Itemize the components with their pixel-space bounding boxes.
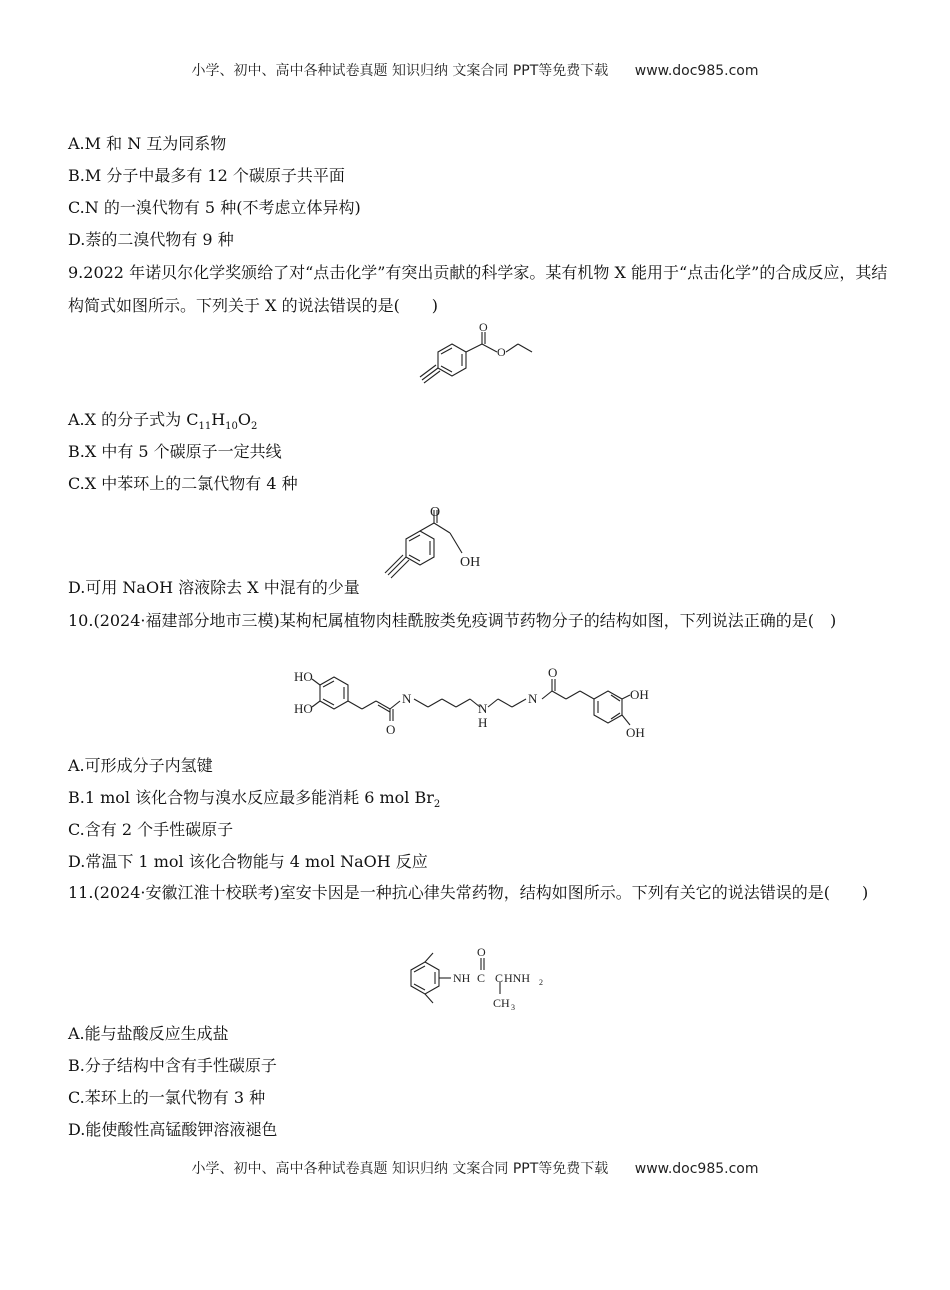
q9-molecule-acid [368,503,498,595]
q11-mol-ch: CH [493,996,510,1010]
q9-a-h: H [211,410,226,429]
q9-option-c: C.X 中苯环上的二氯代物有 4 种 [68,474,298,493]
q10-mol-h2: H [478,715,488,730]
q8-option-b: B.M 分子中最多有 12 个碳原子共平面 [68,166,345,185]
q9-a-sub3: 2 [251,421,258,433]
q11-mol-c1: C [477,971,486,985]
q10-mol-ho-bottom: HO [294,701,313,716]
q10-option-d: D.常温下 1 mol 该化合物能与 4 mol NaOH 反应 [68,852,428,871]
page-header [0,60,950,80]
q10-mol-oh-bottom: OH [626,725,645,740]
q8-option-d: D.萘的二溴代物有 9 种 [68,230,234,249]
q9-a-prefix: A.X 的分子式为 C [68,410,199,429]
q10-mol-ho-top: HO [294,669,313,684]
q10-option-c: C.含有 2 个手性碳原子 [68,820,234,839]
q11-stem: 11.(2024·安徽江淮十校联考)室安卡因是一种抗心律失常药物，结构如图所示。下列有关它的说法错误的是( ) [68,883,869,902]
footer-text: 小学、初中、高中各种试卷真题 知识归纳 文案合同 PPT等免费下载 [191,1161,609,1177]
q10-mol-n2: N [478,701,488,716]
q9-option-b: B.X 中有 5 个碳原子一定共线 [68,442,282,461]
q10-mol-oh-top: OH [630,687,649,702]
q8-option-c: C.N 的一溴代物有 5 种(不考虑立体异构) [68,198,361,217]
q11-mol-c2: C [495,971,504,985]
q10-mol-o1: O [386,722,396,737]
q11-mol-sub2: 2 [539,978,543,987]
q9-a-o: O [237,410,251,429]
q10-mol-n3: N [528,691,538,706]
q9-stem: 9.2022 年诺贝尔化学奖颁给了对“点击化学”有突出贡献的科学家。某有机物 X 能用于“点击化学”的合成反应，其结构简式如图所示。下列关于 X 的说法错误的是( ) [68,263,888,315]
q9-a-sub1: 11 [198,421,212,433]
q9-molecule-x [400,320,560,400]
page-footer [0,1158,950,1178]
q11-mol-hnh: HNH [504,971,530,985]
q10-mol-n1: N [402,691,412,706]
q9-mol-acid-oh: OH [460,555,481,570]
q11-option-b: B.分子结构中含有手性碳原子 [68,1056,277,1075]
q9-option-a [68,410,257,437]
q11-option-d: D.能使酸性高锰酸钾溶液褪色 [68,1120,278,1139]
q10-molecule [290,665,660,745]
footer-site[interactable]: www.doc985.com [634,1161,759,1177]
q11-option-a: A.能与盐酸反应生成盐 [68,1024,229,1043]
q9-mol-acid-o: O [430,505,441,520]
header-text: 小学、初中、高中各种试卷真题 知识归纳 文案合同 PPT等免费下载 [191,63,609,79]
q11-mol-nh: NH [453,971,471,985]
q9-mol-x-ester-o: O [497,345,506,359]
q9-mol-x-carbonyl-o: O [479,320,488,334]
q10-stem: 10.(2024·福建部分地市三模)某枸杞属植物肉桂酰胺类免疫调节药物分子的结构如图，下列说法正确的是( ) [68,611,837,630]
q11-mol-o: O [477,945,486,959]
q10-mol-o2: O [548,665,558,680]
q10-b-sub: 2 [433,799,441,811]
q10-b-prefix: B.1 mol 该化合物与溴水反应最多能消耗 6 mol Br [68,788,434,807]
q9-option-d: D.可用 NaOH 溶液除去 X 中混有的少量 [68,578,360,597]
q8-option-a: A.M 和 N 互为同系物 [68,134,227,153]
q9-a-sub2: 10 [225,421,238,433]
q10-option-a: A.可形成分子内氢键 [68,756,213,775]
q11-mol-sub3: 3 [511,1003,515,1012]
header-site[interactable]: www.doc985.com [634,63,759,79]
q11-option-c: C.苯环上的一氯代物有 3 种 [68,1088,266,1107]
q10-option-b [68,788,440,815]
q11-molecule [400,940,560,1015]
